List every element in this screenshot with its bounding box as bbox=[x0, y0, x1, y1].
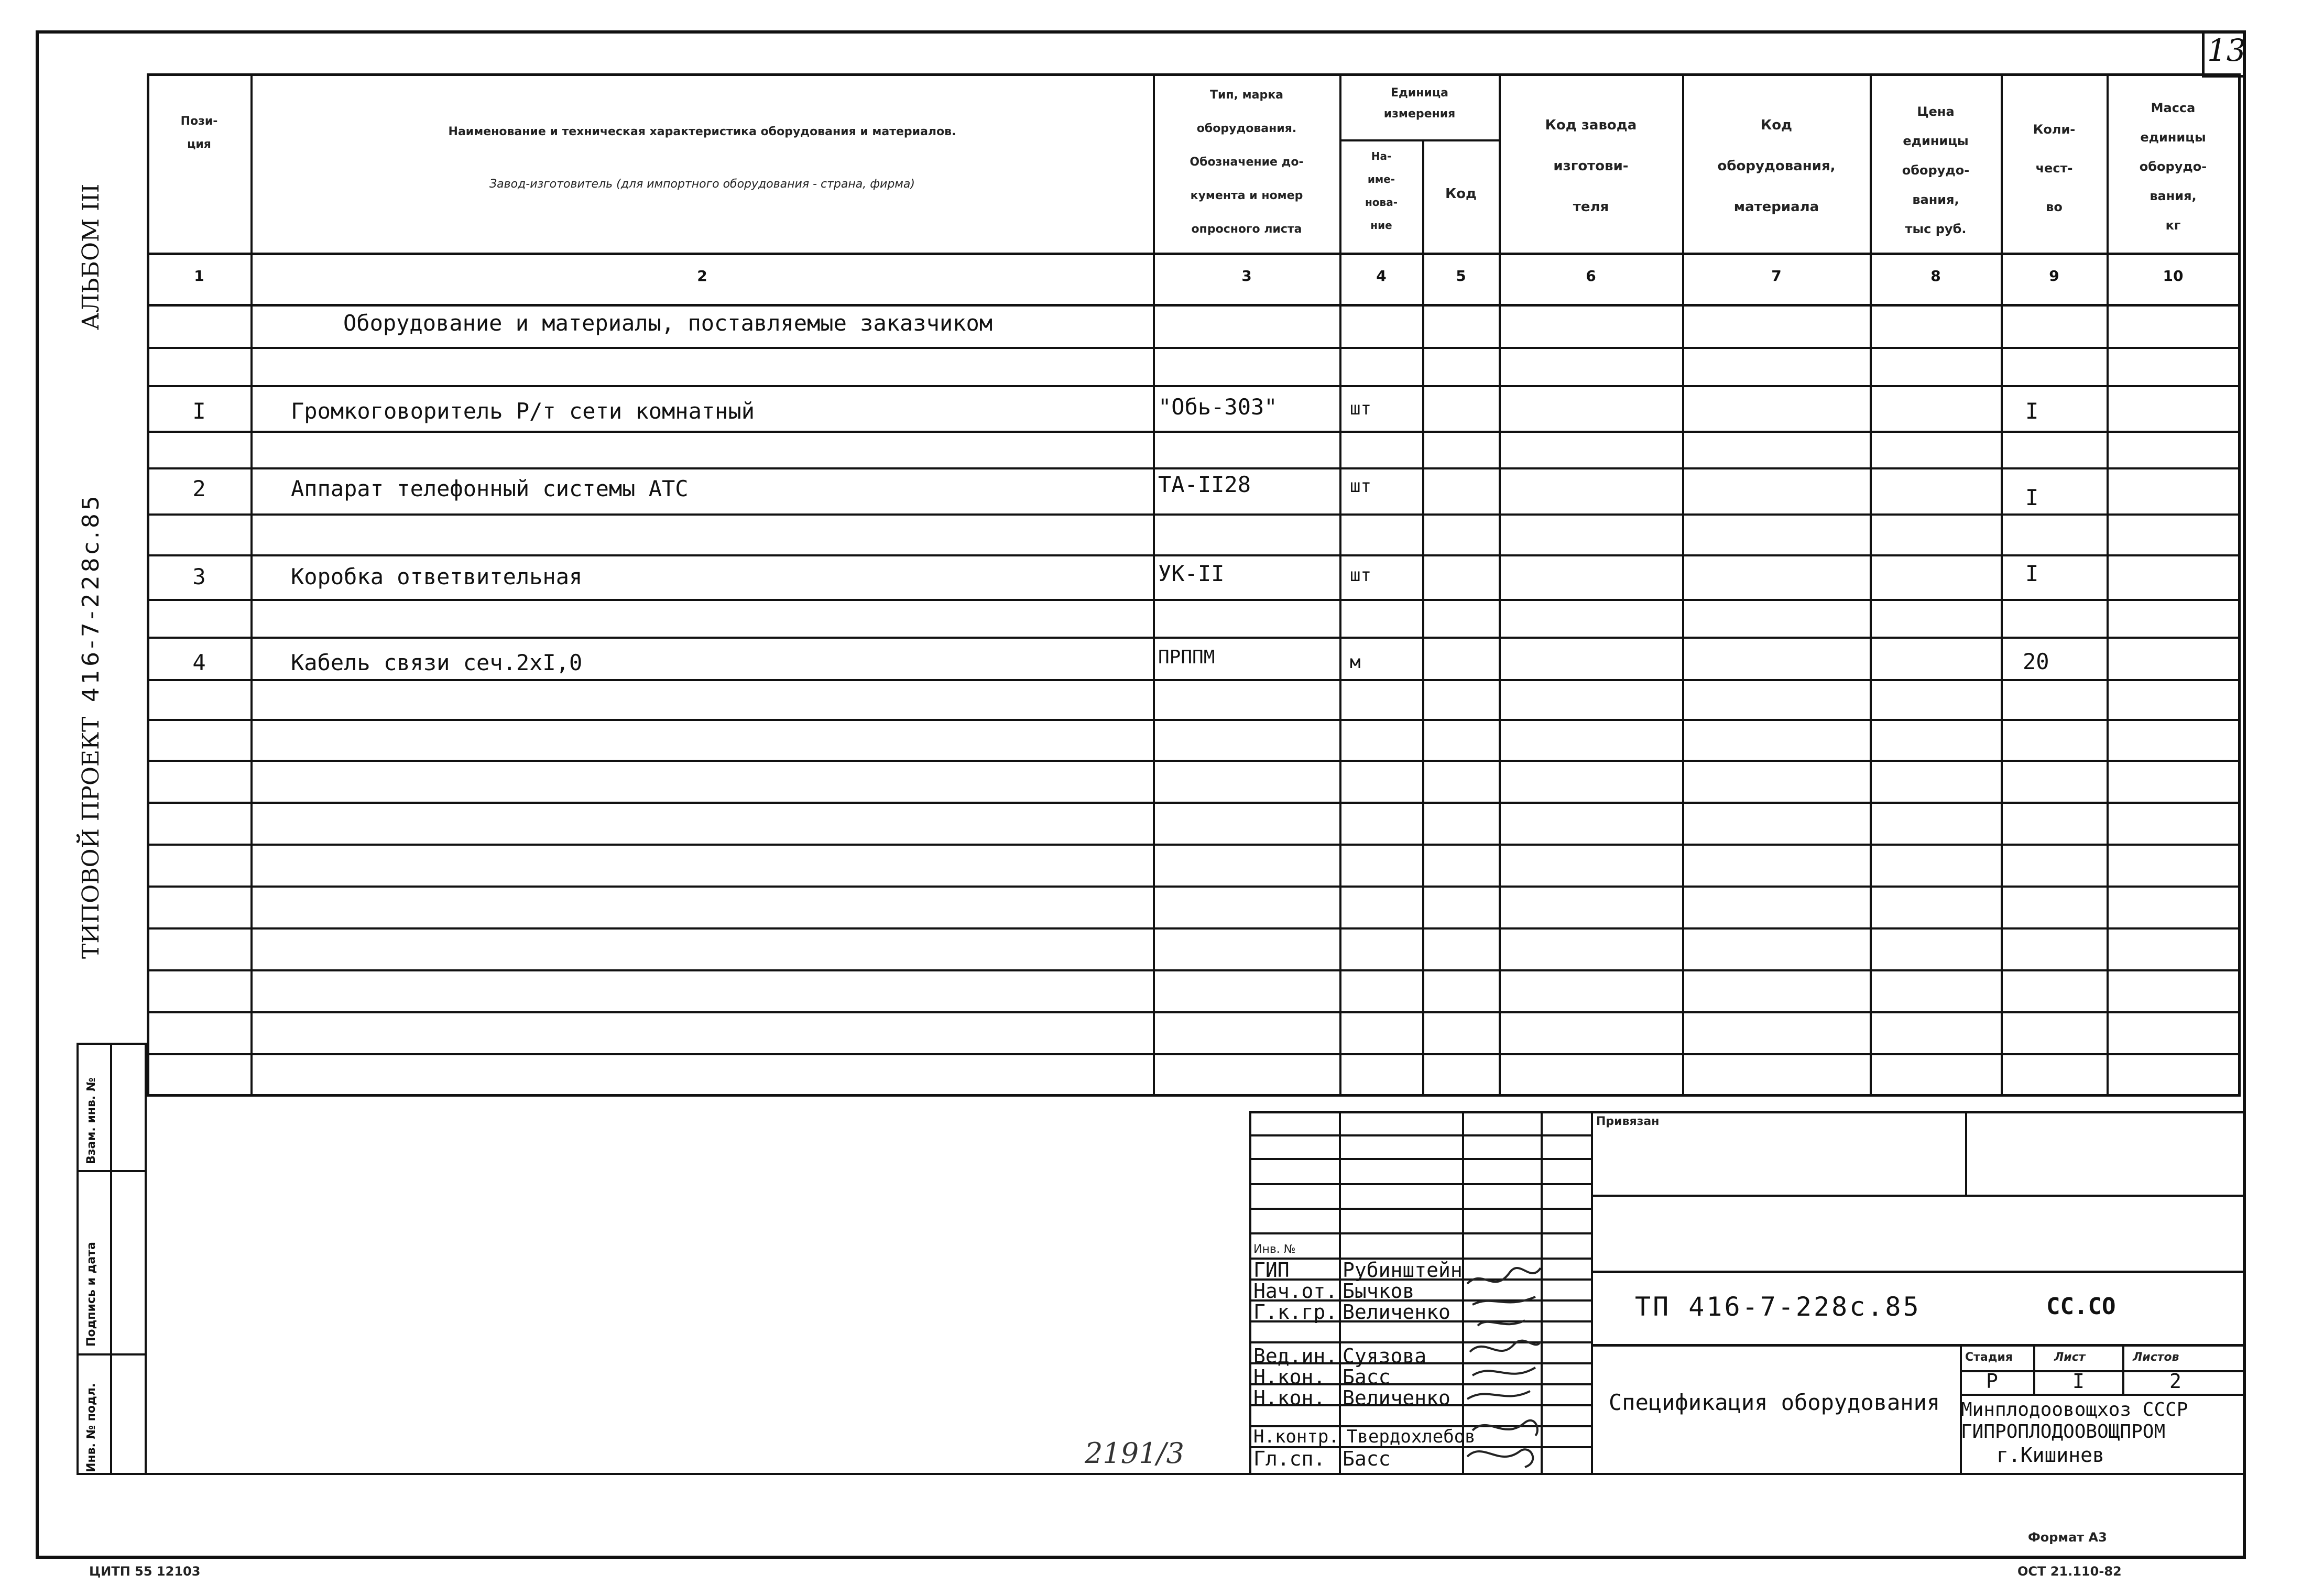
signer-role-2: Нач.от. bbox=[1253, 1280, 1338, 1303]
sheet-label: Лист bbox=[2054, 1351, 2086, 1364]
side-label-inv-podl: Инв. № подл. bbox=[85, 1383, 98, 1472]
col-num-7: 7 bbox=[1771, 267, 1782, 285]
row-4-type: ПРППМ bbox=[1158, 647, 1215, 668]
header-price: Цена единицы оборудо- вания, тыс руб. bbox=[1902, 104, 1970, 236]
col-num-9: 9 bbox=[2049, 267, 2059, 285]
row-4-unit: м bbox=[1350, 652, 1361, 673]
stage-label: Стадия bbox=[1965, 1351, 2013, 1364]
header-name-line1: Наименование и техническая характеристика оборудования и материалов. bbox=[448, 125, 956, 138]
col-num-5: 5 bbox=[1456, 267, 1466, 285]
footer-right: ОСТ 21.110-82 bbox=[2017, 1564, 2122, 1579]
header-unit-code: Код bbox=[1445, 186, 1477, 202]
sheets-value: 2 bbox=[2169, 1370, 2181, 1393]
format-note: Формат А3 bbox=[2028, 1530, 2107, 1545]
handwritten-number: 2191/3 bbox=[1085, 1437, 1184, 1470]
row-4-pos: 4 bbox=[192, 650, 206, 675]
signer-role-5: Н.кон. bbox=[1253, 1365, 1326, 1389]
signer-role-7: Н.контр. bbox=[1253, 1426, 1339, 1447]
header-qty: Коли- чест- во bbox=[2033, 122, 2076, 214]
header-pos: Пози- ция bbox=[180, 115, 218, 151]
row-2-pos: 2 bbox=[192, 476, 206, 501]
row-4-qty: 20 bbox=[2023, 649, 2049, 674]
header-equip-code: Код оборудования, материала bbox=[1717, 117, 1836, 215]
row-3-qty: I bbox=[2025, 561, 2039, 586]
signatures-graphic bbox=[1462, 1247, 1546, 1472]
row-1-pos: I bbox=[192, 398, 206, 424]
row-1-type: "Обь-303" bbox=[1158, 394, 1278, 420]
header-type: Тип, марка оборудования. Обозначение до- кумента и номер опросного листа bbox=[1190, 89, 1304, 236]
inv-label: Инв. № bbox=[1253, 1243, 1296, 1256]
sheet-number: 13 bbox=[2207, 32, 2246, 68]
row-1-name: Громкоговоритель Р/т сети комнатный bbox=[291, 398, 755, 424]
side-label-album: АЛЬБОМ III bbox=[78, 183, 104, 330]
stage-value: Р bbox=[1986, 1370, 1998, 1393]
doc-code: СС.СО bbox=[2046, 1293, 2116, 1320]
signer-name-4: Суязова bbox=[1343, 1344, 1427, 1368]
row-4-name: Кабель связи сеч.2хI,0 bbox=[291, 650, 583, 675]
sheet-value: I bbox=[2072, 1370, 2085, 1393]
row-2-qty: I bbox=[2025, 485, 2039, 510]
signer-role-6: Н.кон. bbox=[1253, 1386, 1326, 1409]
org-line2: ГИПРОПЛОДООВОЩПРОМ bbox=[1961, 1421, 2166, 1442]
side-label-project-code: 416-7-228с.85 bbox=[78, 493, 104, 702]
privyazan-label: Привязан bbox=[1596, 1115, 1660, 1128]
row-3-type: УК-II bbox=[1158, 561, 1225, 586]
footer-left: ЦИТП 55 12103 bbox=[89, 1564, 201, 1579]
col-num-10: 10 bbox=[2163, 267, 2184, 285]
row-2-name: Аппарат телефонный системы АТС bbox=[291, 476, 689, 501]
org-line1: Минплодоовощхоз СССР bbox=[1961, 1399, 2188, 1420]
signer-role-8: Гл.сп. bbox=[1253, 1447, 1326, 1470]
row-3-pos: 3 bbox=[192, 564, 206, 589]
col-num-4: 4 bbox=[1376, 267, 1387, 285]
signer-role-4: Вед.ин. bbox=[1253, 1344, 1338, 1368]
row-2-type: ТА-II28 bbox=[1158, 472, 1251, 497]
col-num-8: 8 bbox=[1930, 267, 1941, 285]
document-title: Спецификация оборудования bbox=[1609, 1390, 1940, 1415]
signer-name-8: Басс bbox=[1343, 1447, 1391, 1470]
header-mass: Масса единицы оборудо- вания, кг bbox=[2139, 101, 2207, 233]
row-2-unit: шт bbox=[1350, 476, 1371, 497]
row-3-unit: шт bbox=[1350, 565, 1371, 586]
header-unit: Единица измерения bbox=[1383, 86, 1456, 121]
header-unit-name: На- име- нова- ние bbox=[1365, 150, 1398, 232]
side-label-project-type: ТИПОВОЙ ПРОЕКТ bbox=[78, 716, 104, 959]
header-name-line2: Завод-изготовитель (для импортного оборудования - страна, фирма) bbox=[489, 178, 915, 191]
col-num-3: 3 bbox=[1241, 267, 1252, 285]
row-1-qty: I bbox=[2025, 398, 2039, 424]
side-label-podpis-data: Подпись и дата bbox=[85, 1242, 98, 1347]
col-num-1: 1 bbox=[194, 267, 204, 285]
section-title: Оборудование и материалы, поставляемые заказчиком bbox=[343, 310, 993, 336]
col-num-6: 6 bbox=[1586, 267, 1596, 285]
signer-name-7: Твердохлебов bbox=[1347, 1426, 1476, 1447]
signer-name-2: Бычков bbox=[1343, 1280, 1415, 1303]
side-label-vzam-inv: Взам. инв. № bbox=[85, 1077, 98, 1164]
row-1-unit: шт bbox=[1350, 398, 1371, 419]
signer-name-5: Басс bbox=[1343, 1365, 1391, 1389]
signer-role-1: ГИП bbox=[1253, 1259, 1290, 1282]
signer-role-3: Г.к.гр. bbox=[1253, 1300, 1338, 1324]
org-line3: г.Кишинев bbox=[1996, 1444, 2104, 1467]
header-factory-code: Код завода изготови- теля bbox=[1545, 117, 1637, 215]
sheets-label: Листов bbox=[2133, 1351, 2179, 1364]
signer-name-3: Величенко bbox=[1343, 1300, 1450, 1324]
project-code-stamp: ТП 416-7-228с.85 bbox=[1635, 1292, 1921, 1322]
row-3-name: Коробка ответвительная bbox=[291, 564, 583, 589]
signer-name-1: Рубинштейн bbox=[1343, 1259, 1463, 1282]
signer-name-6: Величенко bbox=[1343, 1386, 1450, 1409]
col-num-2: 2 bbox=[697, 267, 707, 285]
